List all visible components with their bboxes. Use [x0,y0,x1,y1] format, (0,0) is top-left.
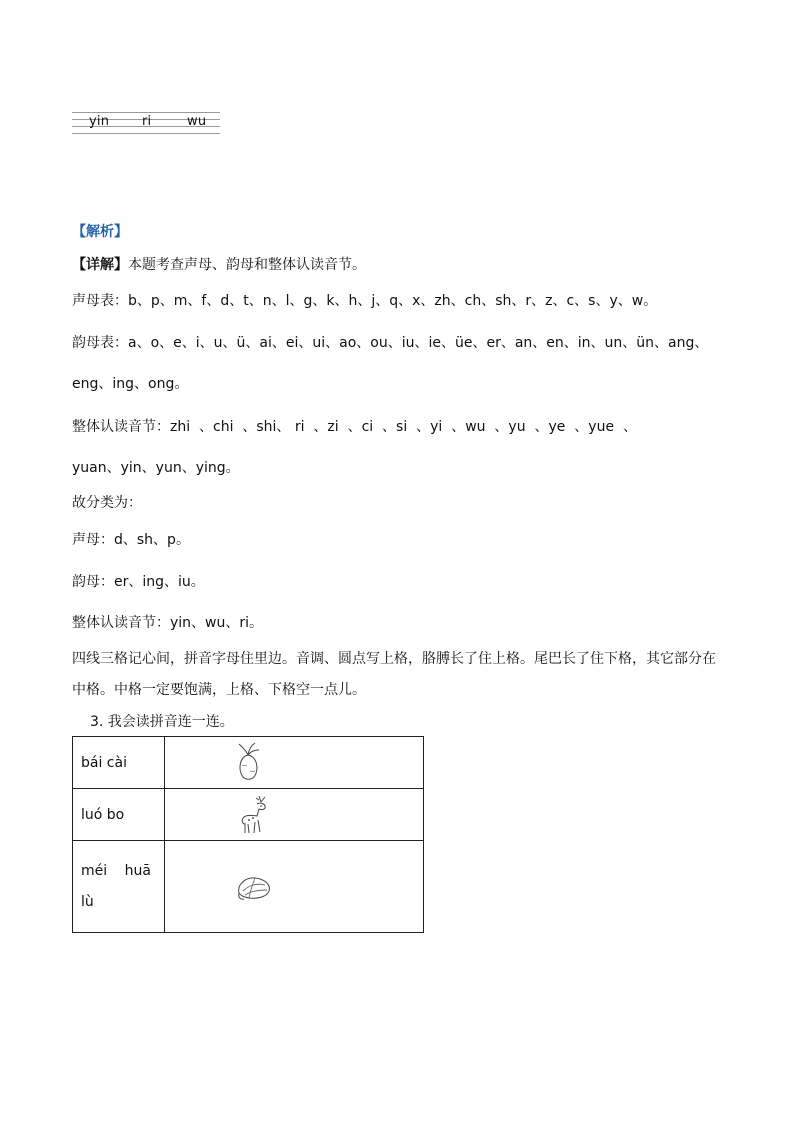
pinyin-part: lù [81,893,94,910]
pinyin-cell: luó bo [73,789,165,841]
answer-yunmu: 韵母：er、ing、iu。 [72,574,205,590]
picture-cell [164,789,423,841]
matching-table [72,736,424,933]
pinyin-part: huā [124,862,151,879]
question-3-title: 3. 我会读拼音连一连。 [90,714,234,730]
grid-word: yin [89,114,110,129]
answer-shengmu: 声母：d、sh、p。 [72,532,190,548]
detail-label: 【详解】 [72,257,128,273]
writing-tip: 四线三格记心间，拼音字母住里边。音调、圆点写上格，胳膊长了住上格。尾巴长了住下格，其它部分在中格。中格一定要饱满，上格、下格空一点儿。 [72,651,716,698]
pinyin-writing-grid [72,112,220,136]
zhengti-label: 整体认读音节： [72,419,170,435]
grid-line [72,112,220,113]
grid-line [72,133,220,134]
pinyin-cell: bái cài [73,737,165,789]
shengmu-list: b、p、m、f、d、t、n、l、g、k、h、j、q、x、zh、ch、sh、r、z、c、s、y、w。 [128,293,658,309]
table-row [73,841,424,933]
yunmu-list-2: eng、ing、ong。 [72,376,189,392]
detail-text: 本题考查声母、韵母和整体认读音节。 [128,257,366,273]
yunmu-table-line [72,334,708,352]
analysis-heading: 【解析】 [72,224,128,240]
cabbage-icon [235,871,275,905]
grid-word: ri [142,114,152,129]
classify-intro: 故分类为： [72,495,142,511]
grid-word: wu [187,114,207,129]
table-row [73,789,424,841]
yunmu-list-1: a、o、e、i、u、ü、ai、ei、ui、ao、ou、iu、ie、üe、er、an、en、in、un、ün、ang、 [128,335,709,351]
picture-cell [164,737,423,789]
shengmu-table-line [72,292,657,310]
picture-cell [164,841,423,933]
zhengti-list-2: yuan、yin、yun、ying。 [72,460,240,476]
answer-zhengti: 整体认读音节：yin、wu、ri。 [72,615,264,631]
yunmu-label: 韵母表： [72,335,128,351]
table-row [73,737,424,789]
deer-icon [237,794,271,836]
shengmu-label: 声母表： [72,293,128,309]
detail-line [72,256,366,274]
pinyin-cell [73,841,165,933]
pinyin-line [81,856,151,887]
zhengti-table-line [72,418,637,436]
pinyin-part: méi [81,862,108,879]
zhengti-list-1: zhi 、chi 、shi、 ri 、zi 、ci 、si 、yi 、wu 、yu 、ye 、yue 、 [170,419,637,435]
radish-icon [233,741,263,783]
